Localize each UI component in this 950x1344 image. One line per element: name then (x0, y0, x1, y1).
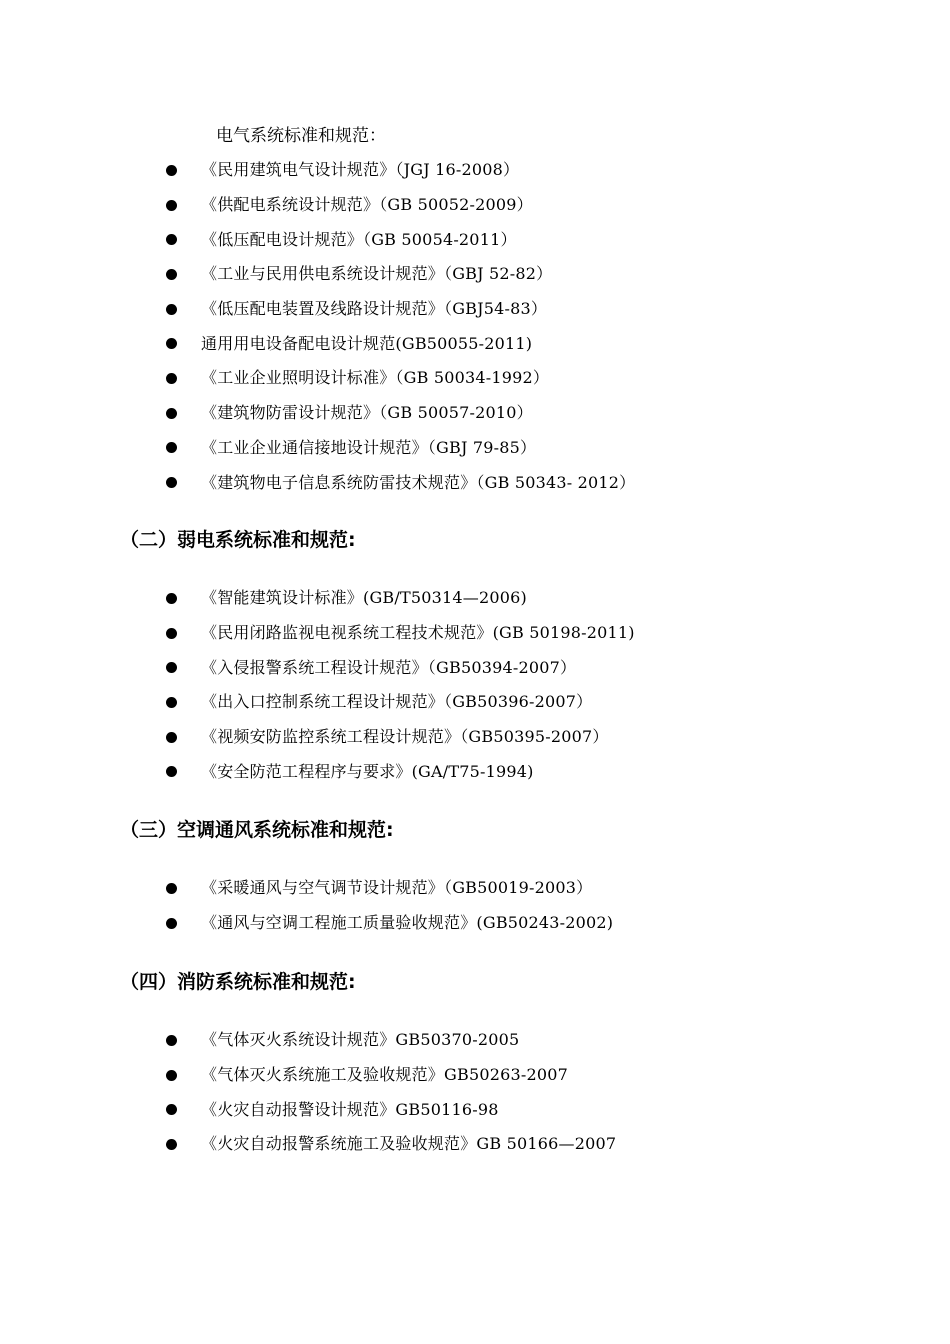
bullet-icon (166, 408, 177, 419)
standard-title: 《出入口控制系统工程设计规范》（GB50396-2007） (201, 692, 593, 712)
bullet-icon (166, 697, 177, 708)
standard-title: 《工业与民用供电系统设计规范》（GBJ 52-82） (201, 264, 553, 284)
bullet-icon (166, 918, 177, 929)
electrical-standards-list (166, 153, 906, 500)
list-item (166, 754, 906, 789)
bullet-icon (166, 373, 177, 384)
bullet-icon (166, 1070, 177, 1081)
bullet-icon (166, 165, 177, 176)
hvac-standards-list (166, 871, 906, 940)
bullet-icon (166, 628, 177, 639)
list-item (166, 1058, 906, 1093)
standard-title: 《低压配电装置及线路设计规范》（GBJ54-83） (201, 299, 548, 319)
list-item (166, 871, 906, 906)
list-item (166, 465, 906, 500)
weak-current-standards-list (166, 581, 906, 789)
list-item (166, 326, 906, 361)
list-item (166, 153, 906, 188)
section-heading-weak-current: （二）弱电系统标准和规范: (120, 529, 356, 551)
list-item (166, 188, 906, 223)
bullet-icon (166, 338, 177, 349)
section-heading-fire-protection: （四）消防系统标准和规范: (120, 971, 356, 993)
standard-title: 《民用闭路监视电视系统工程技术规范》(GB 50198-2011) (201, 623, 635, 643)
standard-title: 《气体灭火系统设计规范》GB50370-2005 (201, 1030, 520, 1050)
standard-title: 《采暖通风与空气调节设计规范》（GB50019-2003） (201, 878, 593, 898)
list-item (166, 906, 906, 941)
list-item (166, 1127, 906, 1162)
bullet-icon (166, 269, 177, 280)
list-item (166, 222, 906, 257)
list-item (166, 720, 906, 755)
bullet-icon (166, 732, 177, 743)
list-item (166, 396, 906, 431)
section-heading-hvac: （三）空调通风系统标准和规范: (120, 819, 394, 841)
standard-title: 《工业企业通信接地设计规范》（GBJ 79-85） (201, 437, 537, 457)
list-item (166, 1023, 906, 1058)
standard-title: 《火灾自动报警设计规范》GB50116-98 (201, 1099, 499, 1119)
bullet-icon (166, 1104, 177, 1115)
bullet-icon (166, 200, 177, 211)
fire-protection-standards-list (166, 1023, 906, 1162)
bullet-icon (166, 766, 177, 777)
standard-title: 《低压配电设计规范》（GB 50054-2011） (201, 229, 517, 249)
standard-title: 《建筑物电子信息系统防雷技术规范》（GB 50343- 2012） (201, 472, 636, 492)
bullet-icon (166, 304, 177, 315)
list-item (166, 292, 906, 327)
standard-title: 《火灾自动报警系统施工及验收规范》GB 50166—2007 (201, 1134, 617, 1154)
standard-title: 《建筑物防雷设计规范》（GB 50057-2010） (201, 403, 533, 423)
list-item (166, 616, 906, 651)
bullet-icon (166, 442, 177, 453)
standard-title: 《民用建筑电气设计规范》（JGJ 16-2008） (201, 160, 520, 180)
bullet-icon (166, 883, 177, 894)
standard-title: 《供配电系统设计规范》（GB 50052-2009） (201, 195, 533, 215)
bullet-icon (166, 234, 177, 245)
list-item (166, 1092, 906, 1127)
standard-title: 《通风与空调工程施工质量验收规范》(GB50243-2002) (201, 913, 614, 933)
list-item (166, 650, 906, 685)
bullet-icon (166, 477, 177, 488)
standard-title: 《智能建筑设计标准》(GB/T50314—2006) (201, 588, 527, 608)
standard-title: 《工业企业照明设计标准》（GB 50034-1992） (201, 368, 550, 388)
bullet-icon (166, 593, 177, 604)
bullet-icon (166, 1035, 177, 1046)
list-item (166, 581, 906, 616)
list-item (166, 257, 906, 292)
standard-title: 《视频安防监控系统工程设计规范》（GB50395-2007） (201, 727, 609, 747)
list-item (166, 361, 906, 396)
bullet-icon (166, 662, 177, 673)
intro-heading: 电气系统标准和规范： (216, 126, 386, 146)
list-item (166, 685, 906, 720)
standard-title: 通用用电设备配电设计规范(GB50055-2011) (201, 333, 533, 353)
standard-title: 《气体灭火系统施工及验收规范》GB50263-2007 (201, 1065, 568, 1085)
standard-title: 《安全防范工程程序与要求》(GA/T75-1994) (201, 761, 534, 781)
standard-title: 《入侵报警系统工程设计规范》（GB50394-2007） (201, 657, 577, 677)
bullet-icon (166, 1139, 177, 1150)
list-item (166, 431, 906, 466)
